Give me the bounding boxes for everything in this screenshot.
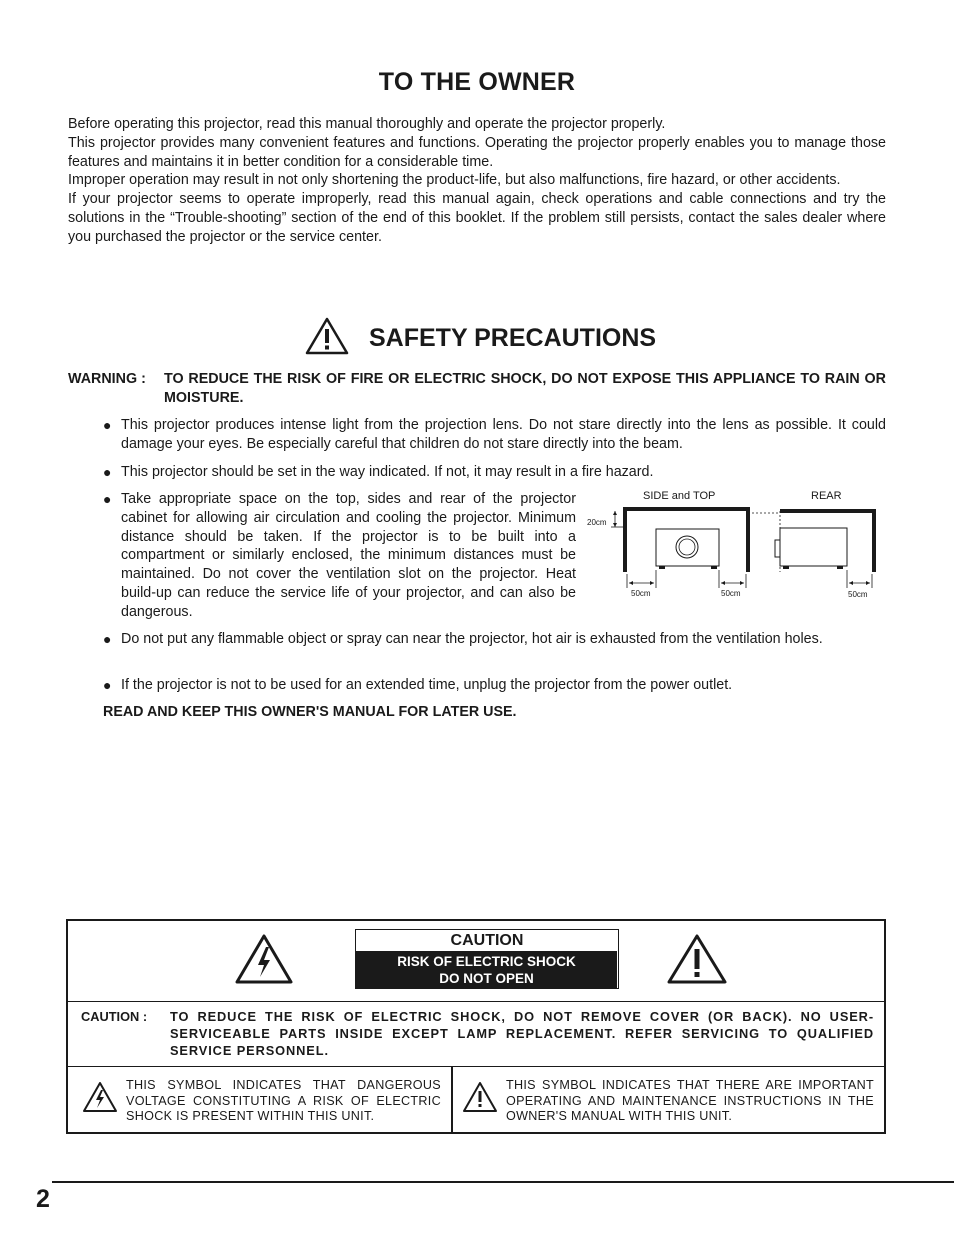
rear-gap-label: 50cm [848, 590, 868, 599]
list-item [103, 676, 886, 695]
projector-side [780, 528, 847, 566]
caution-statement [68, 1002, 884, 1067]
list-item-text: If the projector is not to be used for an extended time, unplug the projector from the power outlet. [121, 677, 733, 693]
divider [451, 1067, 453, 1132]
clearance-diagram [585, 484, 885, 604]
list-item [103, 416, 886, 454]
caution-label [355, 929, 619, 989]
voltage-symbol-text: THIS SYMBOL INDICATES THAT DANGEROUS VOLTAGE CONSTITUTING A RISK OF ELECTRIC SHOCK IS PRESENT WITHIN THIS UNIT. [126, 1078, 441, 1124]
exclamation-small-icon [462, 1081, 498, 1113]
symbol-explanations [68, 1067, 884, 1132]
caution-statement-text: TO REDUCE THE RISK OF ELECTRIC SHOCK, DO NOT REMOVE COVER (OR BACK). NO USER-SERVICEABLE PARTS INSIDE EXCEPT LAMP REPLACEMENT. REFER SERVICING TO QUALIFIED SERVICE PERSONNEL. [170, 1009, 874, 1059]
list-item [103, 463, 886, 482]
list-item-text: Take appropriate space on the top, sides and rear of the projector cabinet for allowing air circulation and cooling the projector. Minimum distance should be taken. If the projector is to be built into a compartment or similarly enclosed, the minimum distances must be maintained. Do not cover the ventilation slot on the projector. Heat build-up can reduce the service life of your projector, and can also be dangerous. [121, 491, 576, 620]
electric-shock-small-icon [82, 1081, 118, 1113]
rear-label: REAR [811, 490, 842, 502]
intro-paragraph: Before operating this projector, read this manual thoroughly and operate the projector properly. [68, 116, 666, 132]
intro-section [68, 115, 886, 247]
caution-line-2: DO NOT OPEN [439, 971, 534, 986]
list-item-text: Do not put any flammable object or spray can near the projector, hot air is exhausted from the ventilation holes. [121, 631, 823, 647]
bullet-icon: ● [103, 464, 112, 480]
page-title: TO THE OWNER [378, 68, 576, 96]
bullet-icon: ● [103, 491, 112, 507]
right-gap-label: 50cm [721, 589, 741, 598]
page-number: 2 [36, 1185, 50, 1213]
intro-paragraph: This projector provides many convenient features and functions. Operating the projector properly enables you to manage those features and maintains it in better condition for a considerable time. [68, 134, 886, 170]
side-top-label: SIDE and TOP [643, 490, 716, 502]
safety-heading [0, 316, 954, 360]
bullet-icon: ● [103, 631, 112, 647]
left-gap-label: 50cm [631, 589, 651, 598]
safety-title: SAFETY PRECAUTIONS [369, 324, 657, 352]
list-item [103, 630, 886, 649]
instructions-symbol-text: THIS SYMBOL INDICATES THAT THERE ARE IMPORTANT OPERATING AND MAINTENANCE INSTRUCTIONS IN THE OWNER'S MANUAL WITH THIS UNIT. [506, 1078, 874, 1124]
caution-label-dark [356, 951, 617, 988]
caution-top-row [68, 921, 884, 1002]
bullet-icon: ● [103, 677, 112, 693]
warning-text: TO REDUCE THE RISK OF FIRE OR ELECTRIC SHOCK, DO NOT EXPOSE THIS APPLIANCE TO RAIN OR MOISTURE. [164, 371, 886, 406]
intro-paragraph: If your projector seems to operate improperly, read this manual again, check operations and cable connections and try the solutions in the “Trouble-shooting” section of the end of this booklet. If the problem still persists, contact the sales dealer where you purchased the projector or the service center. [68, 191, 886, 245]
list-item [103, 490, 576, 622]
exclamation-warning-icon [666, 933, 728, 985]
list-item-text: This projector should be set in the way indicated. If not, it may result in a fire hazard. [121, 464, 654, 480]
read-keep-notice: READ AND KEEP THIS OWNER'S MANUAL FOR LATER USE. [103, 704, 517, 720]
bullet-icon: ● [103, 417, 112, 433]
caution-label-head: CAUTION [450, 932, 524, 949]
footer-rule [52, 1181, 954, 1183]
caution-line-1: RISK OF ELECTRIC SHOCK [397, 954, 576, 969]
warning-block [68, 370, 886, 408]
intro-paragraph: Improper operation may result in not only shortening the product-life, but also malfunctions, fire hazard, or other accidents. [68, 172, 841, 189]
list-item-text: This projector produces intense light from the projection lens. Do not stare directly into the lens as possible. It could damage your eyes. Be especially careful that children do not stare directly into the beam. [121, 417, 886, 452]
caution-statement-label: CAUTION : [81, 1009, 148, 1024]
warning-triangle-icon [304, 316, 350, 356]
electric-shock-icon [234, 933, 294, 985]
top-gap-label: 20cm [587, 518, 607, 527]
warning-label: WARNING : [68, 371, 146, 387]
caution-box [66, 919, 886, 1134]
